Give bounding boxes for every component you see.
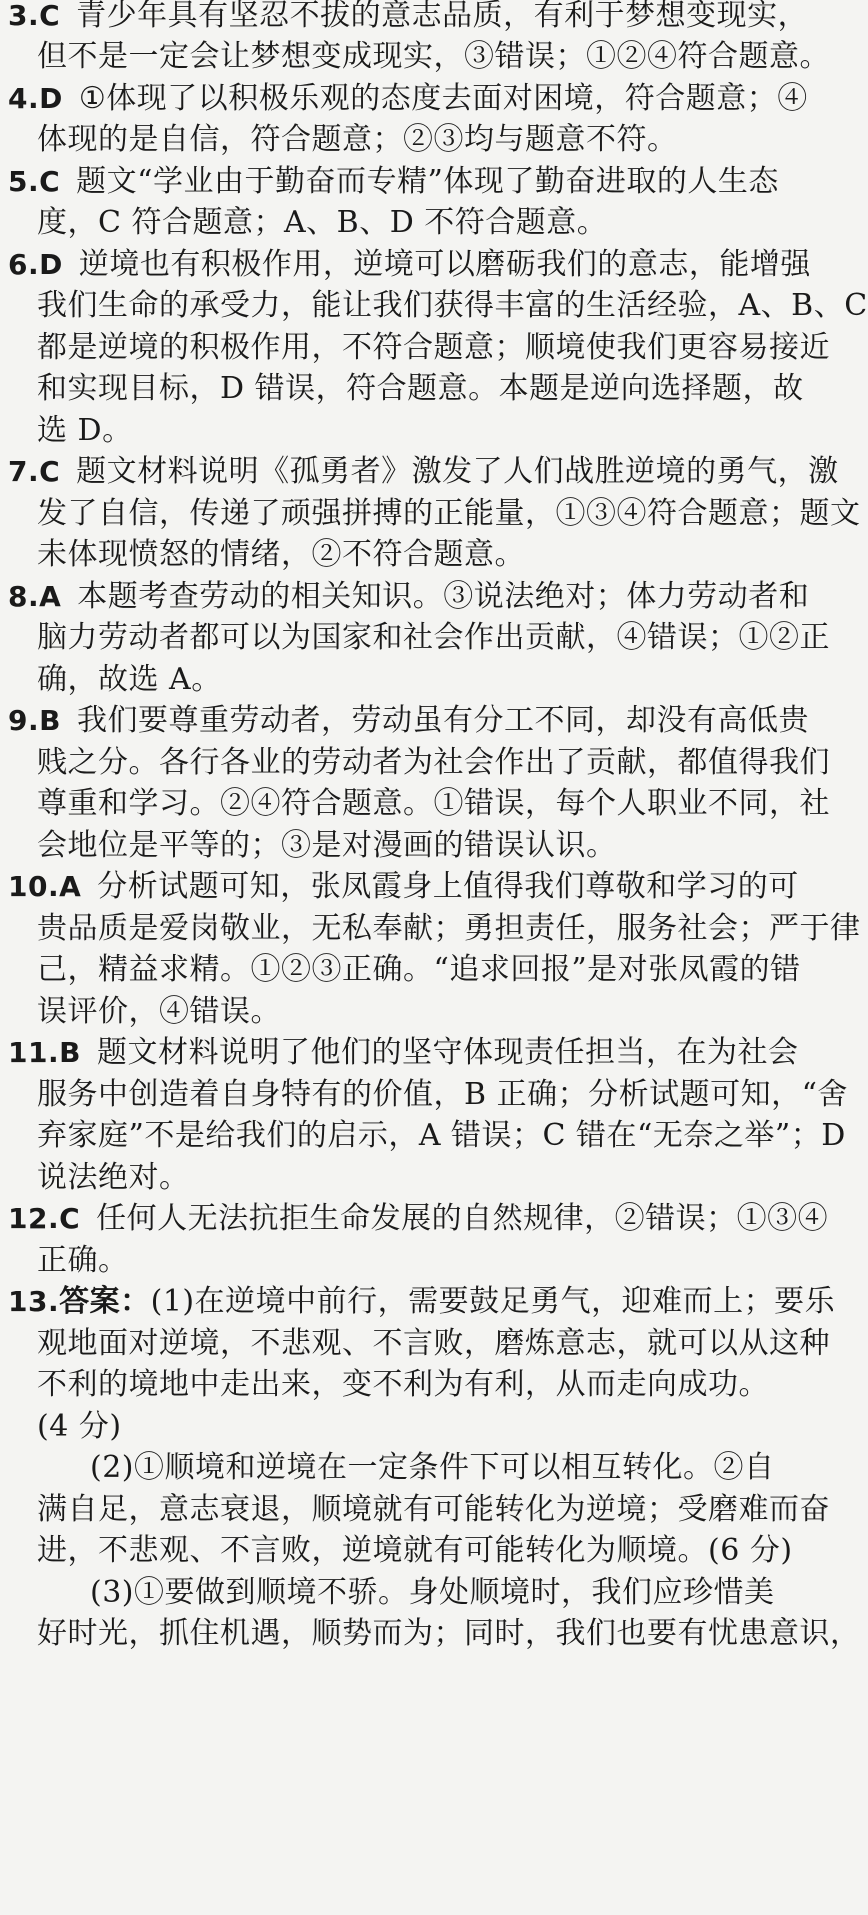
question-number: 5.C bbox=[8, 165, 61, 198]
question-number: 12.C bbox=[8, 1202, 81, 1235]
question-number: 3.C bbox=[8, 0, 61, 32]
question-11-line-1: 11.B 题文材料说明了他们的坚守体现责任担当，在为社会 bbox=[8, 1035, 799, 1070]
question-13-part1-line-2: 观地面对逆境，不悲观、不言败，磨炼意志，就可以从这种 bbox=[37, 1326, 830, 1361]
question-13-part2-line-3: 进，不悲观、不言败，逆境就有可能转化为顺境。(6 分) bbox=[37, 1533, 793, 1568]
question-8-line-1: 8.A 本题考查劳动的相关知识。③说法绝对；体力劳动者和 bbox=[8, 579, 810, 614]
question-3-line-2: 但不是一定会让梦想变成现实，③错误；①②④符合题意。 bbox=[37, 39, 830, 74]
question-number: 7.C bbox=[8, 455, 61, 488]
question-11-line-4: 说法绝对。 bbox=[37, 1160, 190, 1195]
question-11-line-3: 弃家庭”不是给我们的启示，A 错误；C 错在“无奈之举”；D bbox=[37, 1118, 846, 1153]
question-9-line-4: 会地位是平等的；③是对漫画的错误认识。 bbox=[37, 828, 617, 863]
question-12-line-2: 正确。 bbox=[37, 1243, 129, 1278]
question-number: 11.B bbox=[8, 1036, 81, 1069]
question-number: 9.B bbox=[8, 704, 61, 737]
question-6-line-3: 都是逆境的积极作用，不符合题意；顺境使我们更容易接近 bbox=[37, 330, 830, 365]
question-7-line-1: 7.C 题文材料说明《孤勇者》激发了人们战胜逆境的勇气，激 bbox=[8, 454, 839, 489]
question-8-line-3: 确，故选 A。 bbox=[37, 662, 222, 697]
answer-label: 答案： bbox=[59, 1284, 151, 1319]
question-number: 6.D bbox=[8, 248, 63, 281]
question-10-line-2: 贵品质是爱岗敬业，无私奉献；勇担责任，服务社会；严于律 bbox=[37, 911, 861, 946]
question-7-line-2: 发了自信，传递了顽强拼搏的正能量，①③④符合题意；题文 bbox=[37, 496, 861, 531]
question-3-line-1: 3.C 青少年具有坚忍不拔的意志品质，有利于梦想变现实， bbox=[8, 0, 809, 33]
question-10-line-4: 误评价，④错误。 bbox=[37, 994, 281, 1029]
question-6-line-5: 选 D。 bbox=[37, 413, 133, 448]
question-number: 8.A bbox=[8, 580, 62, 613]
question-4-line-1: 4.D ①体现了以积极乐观的态度去面对困境，符合题意；④ bbox=[8, 81, 808, 116]
question-13-part1-line-3: 不利的境地中走出来，变不利为有利，从而走向成功。 bbox=[37, 1367, 769, 1402]
question-number: 4.D bbox=[8, 82, 63, 115]
question-6-line-1: 6.D 逆境也有积极作用，逆境可以磨砺我们的意志，能增强 bbox=[8, 247, 811, 282]
question-number: 13. bbox=[8, 1285, 60, 1318]
question-13-part1-line-4: (4 分) bbox=[37, 1409, 122, 1444]
question-5-line-2: 度，C 符合题意；A、B、D 不符合题意。 bbox=[37, 205, 608, 240]
question-9-line-1: 9.B 我们要尊重劳动者，劳动虽有分工不同，却没有高低贵 bbox=[8, 703, 809, 738]
question-13-part2-line-1: (2)①顺境和逆境在一定条件下可以相互转化。②自 bbox=[90, 1450, 775, 1485]
question-13-part3-line-1: (3)①要做到顺境不骄。身处顺境时，我们应珍惜美 bbox=[90, 1575, 775, 1610]
question-10-line-1: 10.A 分析试题可知，张凤霞身上值得我们尊敬和学习的可 bbox=[8, 869, 799, 904]
question-13-part3-line-2: 好时光，抓住机遇，顺势而为；同时，我们也要有忧患意识， bbox=[37, 1616, 861, 1651]
question-4-line-2: 体现的是自信，符合题意；②③均与题意不符。 bbox=[37, 122, 678, 157]
question-7-line-3: 未体现愤怒的情绪，②不符合题意。 bbox=[37, 537, 525, 572]
question-12-line-1: 12.C 任何人无法抗拒生命发展的自然规律，②错误；①③④ bbox=[8, 1201, 829, 1236]
question-10-line-3: 己，精益求精。①②③正确。“追求回报”是对张凤霞的错 bbox=[37, 952, 801, 987]
question-13-part2-line-2: 满自足，意志衰退，顺境就有可能转化为逆境；受磨难而奋 bbox=[37, 1492, 830, 1527]
question-6-line-2: 我们生命的承受力，能让我们获得丰富的生活经验，A、B、C bbox=[37, 288, 868, 323]
question-9-line-3: 尊重和学习。②④符合题意。①错误，每个人职业不同，社 bbox=[37, 786, 830, 821]
question-6-line-4: 和实现目标，D 错误，符合题意。本题是逆向选择题，故 bbox=[37, 371, 804, 406]
question-9-line-2: 贱之分。各行各业的劳动者为社会作出了贡献，都值得我们 bbox=[37, 745, 830, 780]
question-8-line-2: 脑力劳动者都可以为国家和社会作出贡献，④错误；①②正 bbox=[37, 620, 830, 655]
question-13-line-1: 13.答案：(1)在逆境中前行，需要鼓足勇气，迎难而上；要乐 bbox=[8, 1284, 836, 1319]
question-number: 10.A bbox=[8, 870, 82, 903]
question-11-line-2: 服务中创造着自身特有的价值，B 正确；分析试题可知，“舍 bbox=[37, 1077, 848, 1112]
question-5-line-1: 5.C 题文“学业由于勤奋而专精”体现了勤奋进取的人生态 bbox=[8, 164, 779, 199]
